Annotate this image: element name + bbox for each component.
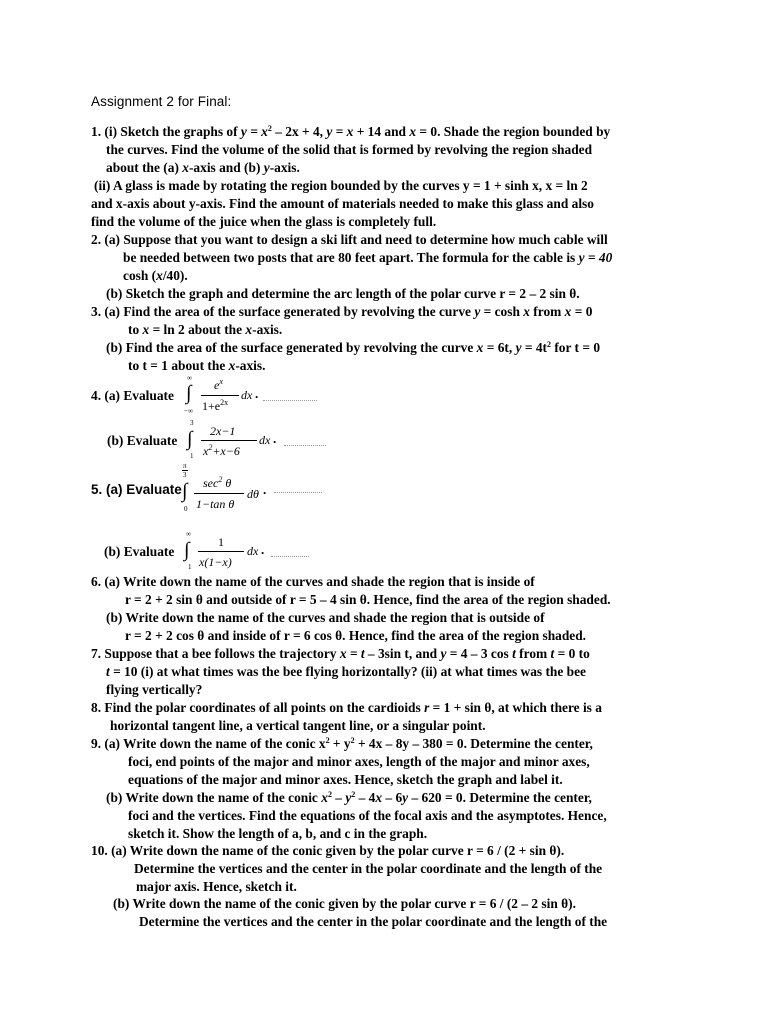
text: – 3sin t, and bbox=[364, 646, 441, 661]
q10-line-1: 10. (a) Write down the name of the conic given by the polar curve r = 6 / (2 + sin θ). bbox=[91, 843, 565, 858]
text: 2x bbox=[220, 398, 229, 407]
q5a-denominator: 1−tan θ bbox=[196, 497, 235, 511]
text: /40). bbox=[162, 268, 188, 283]
text: from bbox=[515, 646, 551, 661]
period: . bbox=[255, 386, 259, 401]
answer-blank bbox=[271, 556, 309, 557]
text: – 4 bbox=[355, 790, 376, 805]
answer-blank bbox=[284, 445, 326, 446]
text: -axis. bbox=[269, 160, 300, 175]
text: -axis. bbox=[252, 322, 283, 337]
q8-line-2: horizontal tangent line, a vertical tangent line, or a singular point. bbox=[110, 718, 486, 733]
text: = 0 to bbox=[554, 646, 590, 661]
text: – bbox=[331, 790, 346, 805]
text: = 4t bbox=[521, 340, 547, 355]
text: y bbox=[440, 646, 447, 661]
text: – 6 bbox=[382, 790, 403, 805]
period: . bbox=[273, 431, 277, 446]
text: x bbox=[156, 268, 163, 283]
fraction-bar bbox=[198, 551, 244, 552]
text: 3. (a) Find the area of the surface generated by revolving the curve bbox=[91, 304, 475, 319]
text: 1+e bbox=[202, 399, 221, 413]
answer-blank bbox=[274, 492, 322, 493]
text: 7. Suppose that a bee follows the trajectory bbox=[91, 646, 340, 661]
text: -axis and (b) bbox=[188, 160, 264, 175]
q4a-upper-limit: ∞ bbox=[187, 374, 192, 382]
q5a-lower-limit: 0 bbox=[184, 505, 188, 513]
q9-line-5: foci and the vertices. Find the equations of the focal axis and the asymptotes. Hence, bbox=[128, 808, 607, 823]
text: 2 bbox=[547, 340, 551, 349]
period: . bbox=[263, 482, 267, 497]
text: t bbox=[106, 664, 110, 679]
text: x bbox=[219, 377, 223, 386]
q6-line-2: r = 2 + 2 sin θ and outside of r = 5 – 4 sin θ. Hence, find the area of the region shaded. bbox=[125, 592, 611, 607]
q5a-differential: dθ bbox=[247, 487, 259, 501]
text: t bbox=[512, 646, 516, 661]
integral-sign: ∫ bbox=[187, 428, 193, 450]
q3-line-4 bbox=[128, 358, 265, 374]
text: + y bbox=[329, 736, 351, 751]
text: about the (a) bbox=[106, 160, 183, 175]
q2-line-2 bbox=[123, 250, 612, 266]
text: = 0 bbox=[571, 304, 593, 319]
q4b-numerator: 2x−1 bbox=[210, 424, 236, 438]
q4b-upper-limit: 3 bbox=[190, 419, 194, 427]
q2-line-4: (b) Sketch the graph and determine the arc length of the polar curve r = 2 – 2 sin θ. bbox=[106, 286, 580, 301]
text: to t = 1 about the bbox=[128, 358, 229, 373]
q5b-label: (b) Evaluate bbox=[104, 544, 175, 559]
text: (b) Find the area of the surface generated by revolving the curve bbox=[106, 340, 477, 355]
text: r bbox=[424, 700, 430, 715]
q1-line-4: (ii) A glass is made by rotating the region bounded by the curves y = 1 + sinh x, x = ln 2 bbox=[94, 178, 588, 193]
text: = 4 – 3 cos bbox=[446, 646, 513, 661]
fraction-bar bbox=[194, 493, 244, 494]
q6-line-1: 6. (a) Write down the name of the curves and shade the region that is inside of bbox=[91, 574, 535, 589]
text: x bbox=[142, 322, 150, 337]
q5a-upper-limit-den: 3 bbox=[183, 471, 187, 479]
text: x bbox=[476, 340, 484, 355]
text: 2 bbox=[325, 736, 330, 745]
text: x bbox=[245, 322, 253, 337]
text: = 1 + sin θ, at which there is a bbox=[429, 700, 602, 715]
q9-line-1 bbox=[91, 736, 593, 752]
text: 2 bbox=[350, 736, 355, 745]
q4a-denominator bbox=[202, 399, 228, 414]
q1-line-2: the curves. Find the volume of the solid that is formed by revolving the region shaded bbox=[106, 142, 593, 157]
q10-line-4: (b) Write down the name of the conic given by the polar curve r = 6 / (2 – 2 sin θ). bbox=[113, 896, 576, 911]
q10-line-5: Determine the vertices and the center in the polar coordinate and the length of the bbox=[139, 914, 608, 929]
fraction-bar bbox=[201, 440, 257, 441]
q4a-differential: dx bbox=[241, 388, 253, 402]
q10-line-2: Determine the vertices and the center in the polar coordinate and the length of the bbox=[134, 861, 603, 876]
q4a-label: 4. (a) Evaluate bbox=[91, 388, 174, 403]
assignment-title: Assignment 2 for Final: bbox=[91, 94, 232, 109]
text: 8. Find the polar coordinates of all points on the cardioids bbox=[91, 700, 425, 715]
text: y = 40 bbox=[578, 250, 613, 265]
text: y bbox=[263, 160, 270, 175]
text: θ bbox=[225, 476, 232, 490]
q2-line-3 bbox=[123, 268, 188, 284]
q5a-label: 5. (a) Evaluate bbox=[91, 482, 182, 497]
q7-line-2 bbox=[106, 664, 586, 680]
q7-line-1 bbox=[91, 646, 590, 662]
text: = 0. Shade the region bounded by bbox=[416, 124, 611, 139]
text: 2 bbox=[267, 124, 272, 133]
text: + 14 and bbox=[353, 124, 410, 139]
q4b-label: (b) Evaluate bbox=[107, 433, 178, 448]
text: x bbox=[523, 304, 530, 319]
text: sec bbox=[203, 476, 219, 490]
text: y bbox=[345, 790, 352, 805]
text: cosh ( bbox=[123, 268, 157, 283]
text: y bbox=[515, 340, 522, 355]
q3-line-3 bbox=[106, 340, 600, 356]
q9-line-6: sketch it. Show the length of a, b, and c in the graph. bbox=[128, 826, 428, 841]
q7-line-3: flying vertically? bbox=[106, 682, 203, 697]
q4b-denominator bbox=[203, 444, 240, 459]
q5b-upper-limit: ∞ bbox=[186, 530, 191, 538]
answer-blank bbox=[263, 400, 317, 401]
text: x bbox=[375, 790, 383, 805]
integral-sign: ∫ bbox=[186, 382, 192, 404]
q9-line-2: foci, end points of the major and minor axes, length of the major and minor axes, bbox=[128, 754, 590, 769]
text: x = t bbox=[339, 646, 365, 661]
q9-line-3: equations of the major and minor axes. Hence, sketch the graph and label it. bbox=[128, 772, 563, 787]
text: x bbox=[182, 160, 189, 175]
q4a-numerator bbox=[214, 378, 223, 393]
q5b-numerator: 1 bbox=[218, 535, 224, 549]
text: + 4x – 8y – 380 = 0. Determine the center, bbox=[354, 736, 593, 751]
period: . bbox=[261, 542, 265, 557]
q8-line-1 bbox=[91, 700, 602, 716]
text: y = x bbox=[326, 124, 354, 139]
text: x bbox=[409, 124, 417, 139]
text: for t = 0 bbox=[551, 340, 601, 355]
text: be needed between two posts that are 80 feet apart. The formula for the cable is bbox=[123, 250, 579, 265]
q5a-upper-limit-num: π bbox=[183, 462, 187, 470]
text: -axis. bbox=[235, 358, 266, 373]
text: = 6t, bbox=[483, 340, 516, 355]
text: = ln 2 about the bbox=[149, 322, 246, 337]
text: x bbox=[564, 304, 572, 319]
text: = 10 (i) at what times was the bee flying horizontally? (ii) at what times was the bee bbox=[109, 664, 586, 679]
q5b-lower-limit: 1 bbox=[188, 563, 192, 571]
q4b-lower-limit: 1 bbox=[190, 452, 194, 460]
text: y = x bbox=[240, 124, 268, 139]
text: – 620 = 0. Determine the center, bbox=[408, 790, 592, 805]
text: = cosh bbox=[480, 304, 524, 319]
fraction-bar bbox=[201, 395, 239, 396]
text: x bbox=[203, 444, 209, 458]
text: 2 bbox=[208, 443, 213, 452]
text: 2 bbox=[327, 790, 332, 799]
text: x bbox=[321, 790, 328, 805]
text: +x−6 bbox=[212, 444, 240, 458]
text: from bbox=[529, 304, 565, 319]
integral-sign: ∫ bbox=[182, 480, 188, 502]
q1-line-5: and x-axis about y-axis. Find the amount of materials needed to make this glass and also bbox=[91, 196, 594, 211]
text: x bbox=[228, 358, 236, 373]
q5a-numerator bbox=[203, 476, 231, 491]
integral-sign: ∫ bbox=[184, 539, 190, 561]
text: 1. (i) Sketch the graphs of bbox=[91, 124, 241, 139]
q1-line-1 bbox=[91, 124, 610, 140]
q4a-lower-limit: −∞ bbox=[184, 407, 193, 415]
q9-line-4 bbox=[106, 790, 592, 806]
text: e bbox=[214, 378, 220, 392]
text: 2 bbox=[218, 475, 223, 484]
text: t bbox=[550, 646, 555, 661]
q1-line-6: find the volume of the juice when the glass is completely full. bbox=[91, 214, 437, 229]
text: to bbox=[128, 322, 143, 337]
q10-line-3: major axis. Hence, sketch it. bbox=[136, 879, 297, 894]
text: 2 bbox=[351, 790, 356, 799]
q6-line-4: r = 2 + 2 cos θ and inside of r = 6 cos θ. Hence, find the area of the region shaded. bbox=[125, 628, 587, 643]
text: y bbox=[402, 790, 409, 805]
q2-line-1: 2. (a) Suppose that you want to design a ski lift and need to determine how much cable will bbox=[91, 232, 608, 247]
q3-line-1 bbox=[91, 304, 592, 320]
q6-line-3: (b) Write down the name of the curves and shade the region that is outside of bbox=[106, 610, 545, 625]
q5b-differential: dx bbox=[247, 544, 259, 558]
text: y bbox=[474, 304, 481, 319]
q5b-denominator: x(1−x) bbox=[199, 555, 232, 569]
q4b-differential: dx bbox=[259, 433, 271, 447]
text: – 2x + 4, bbox=[271, 124, 327, 139]
text: (b) Write down the name of the conic bbox=[106, 790, 322, 805]
q1-line-3 bbox=[106, 160, 300, 176]
q3-line-2 bbox=[128, 322, 282, 338]
text: 9. (a) Write down the name of the conic x bbox=[91, 736, 326, 751]
